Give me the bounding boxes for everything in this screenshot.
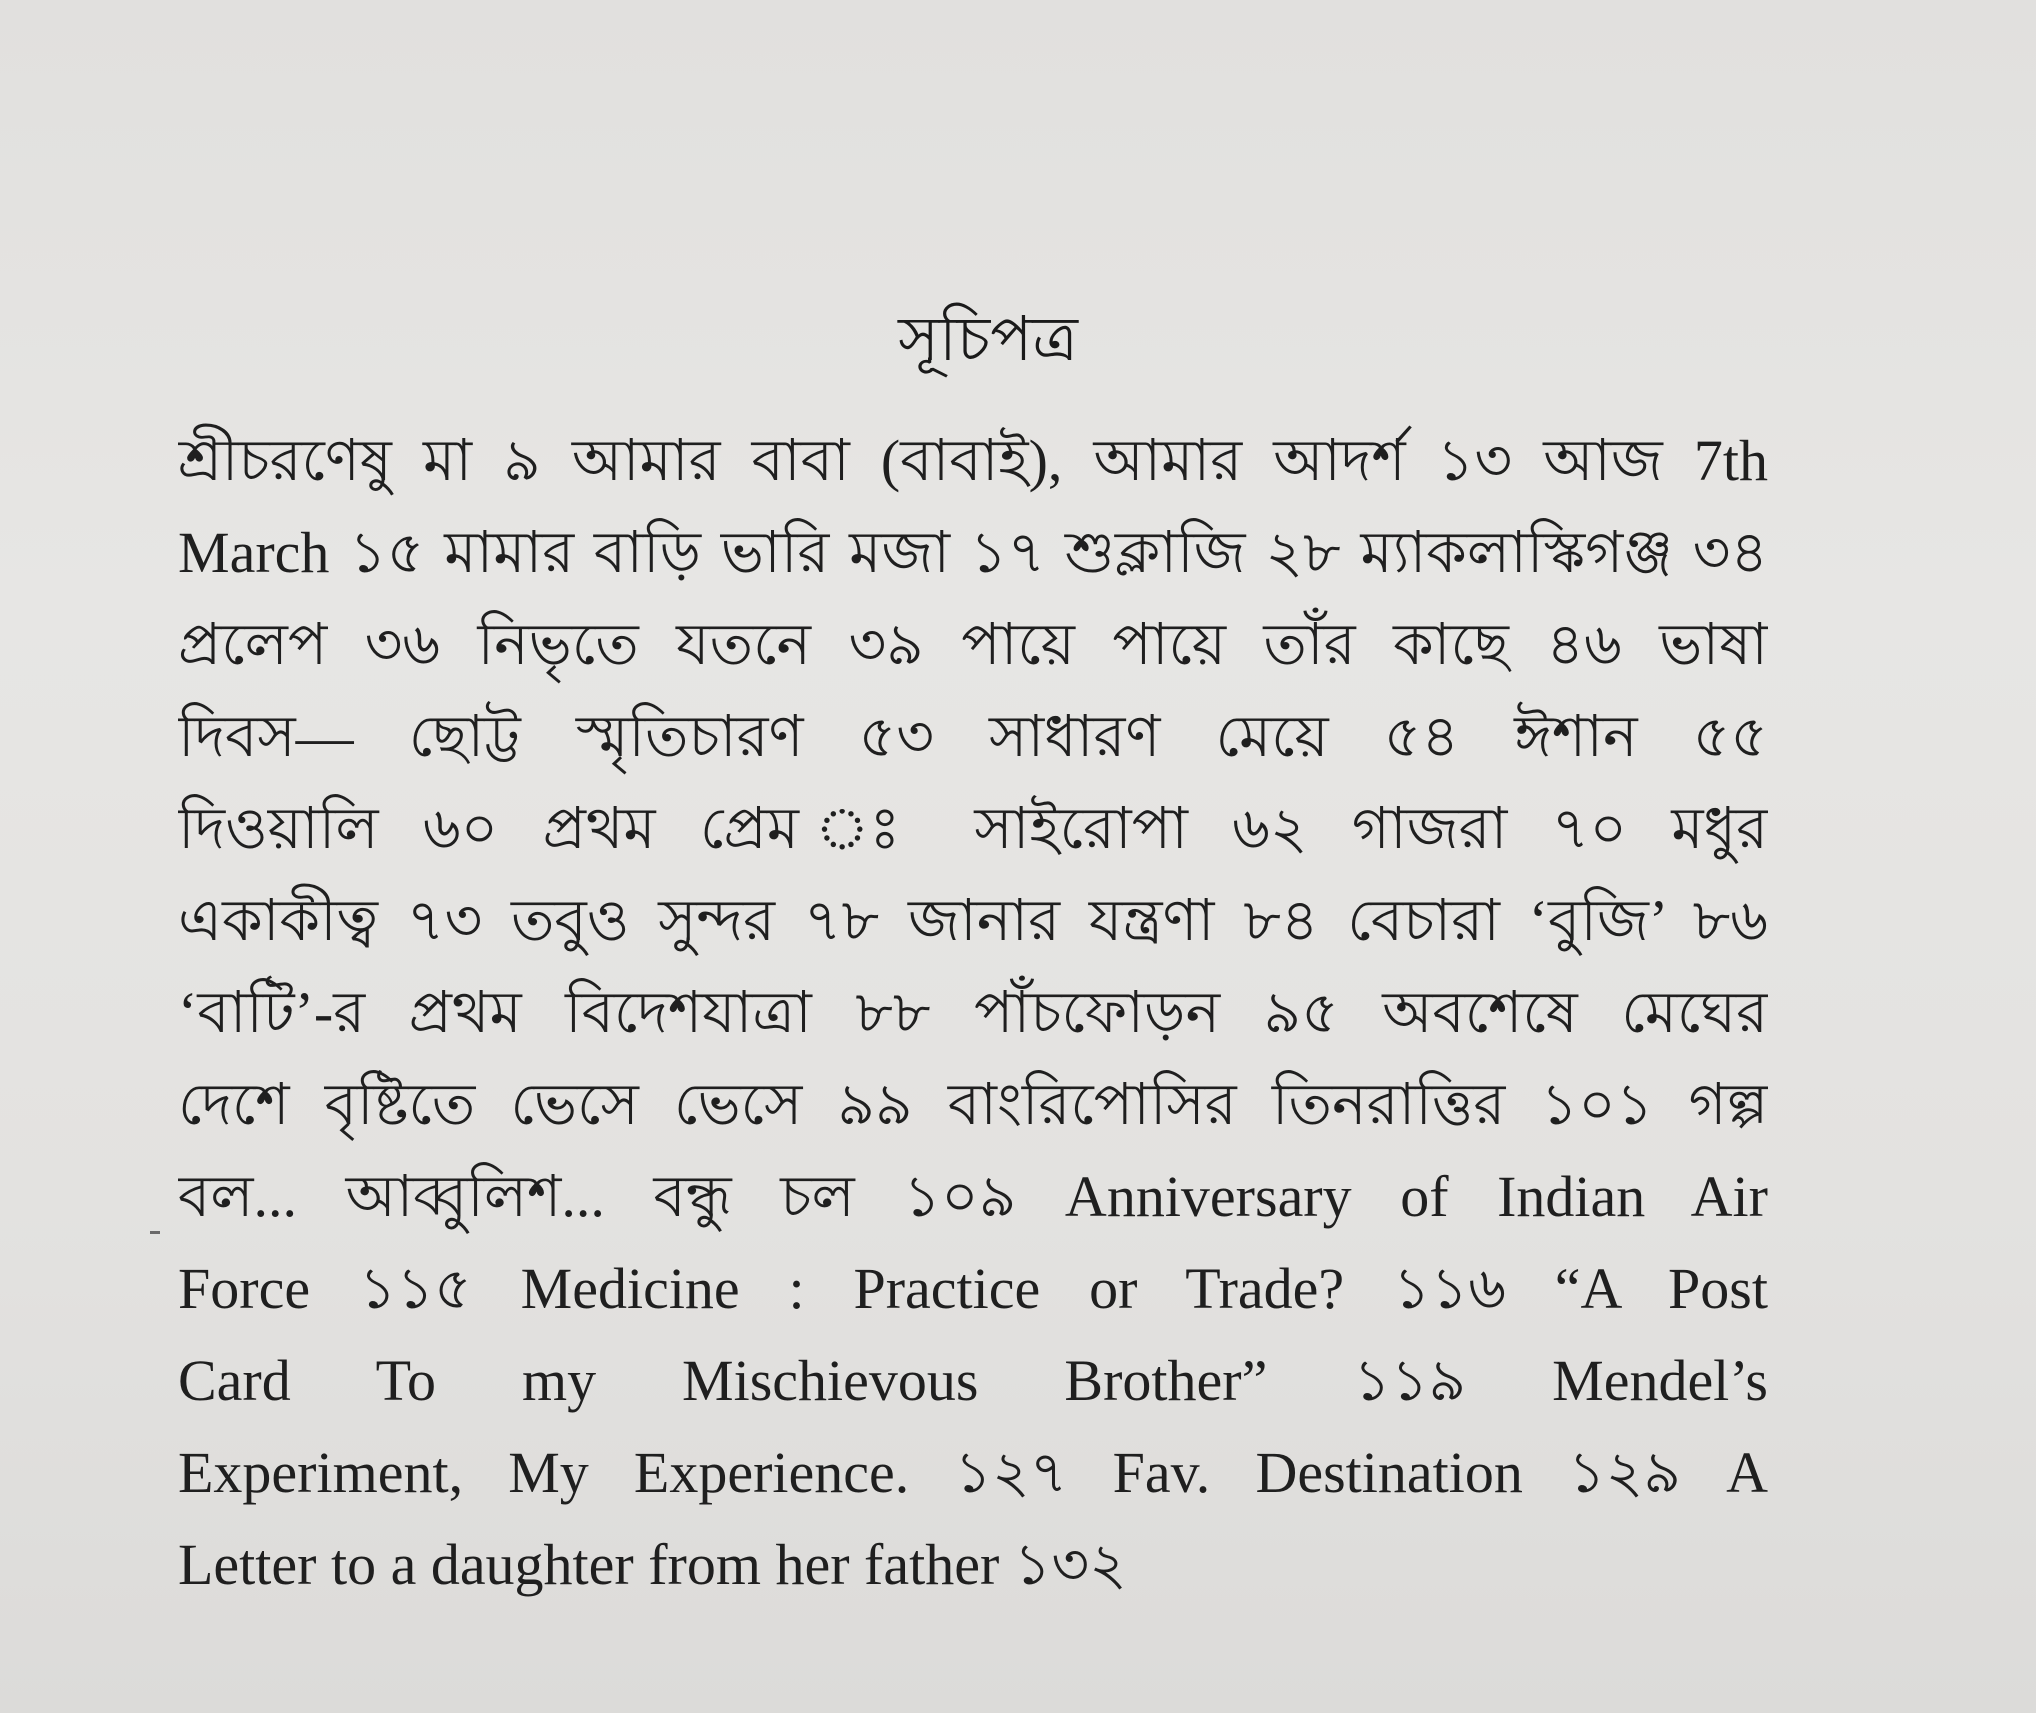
contents-heading: সূচিপত্র <box>898 306 1078 374</box>
contents-line: দিওয়ালি ৬০ প্রথম প্রেম ঃ সাইরোপা ৬২ গাজরা ৭০ মধুর <box>178 796 1768 861</box>
contents-line: Force ১১৫ Medicine : Practice or Trade? ১১৬ “A Post <box>178 1256 1768 1321</box>
margin-dash <box>150 1231 160 1234</box>
contents-line: Card To my Mischievous Brother” ১১৯ Mendel’s <box>178 1348 1768 1413</box>
contents-line: দিবস— ছোট্ট স্মৃতিচারণ ৫৩ সাধারণ মেয়ে ৫৪ ঈশান ৫৫ <box>178 704 1768 769</box>
contents-line: Experiment, My Experience. ১২৭ Fav. Destination ১২৯ A <box>178 1440 1768 1505</box>
contents-line: ‘বাটি’-র প্রথম বিদেশযাত্রা ৮৮ পাঁচফোড়ন ৯৫ অবশেষে মেঘের <box>178 980 1768 1045</box>
contents-line: প্রলেপ ৩৬ নিভৃতে যতনে ৩৯ পায়ে পায়ে তাঁর কাছে ৪৬ ভাষা <box>178 612 1768 677</box>
contents-line: March ১৫ মামার বাড়ি ভারি মজা ১৭ শুক্লাজি ২৮ ম্যাকলাস্কিগঞ্জ ৩৪ <box>178 520 1768 585</box>
contents-line: Letter to a daughter from her father ১৩২ <box>178 1532 1127 1597</box>
contents-list <box>178 415 1768 1611</box>
contents-line: দেশে বৃষ্টিতে ভেসে ভেসে ৯৯ বাংরিপোসির তিনরাত্তির ১০১ গল্প <box>178 1072 1768 1137</box>
contents-line: একাকীত্ব ৭৩ তবুও সুন্দর ৭৮ জানার যন্ত্রণা ৮৪ বেচারা ‘বুজি’ ৮৬ <box>178 888 1768 953</box>
contents-line: বল... আব্বুলিশ... বন্ধু চল ১০৯ Anniversary of Indian Air <box>178 1164 1768 1229</box>
contents-line: শ্রীচরণেষু মা ৯ আমার বাবা (বাবাই), আমার আদর্শ ১৩ আজ 7th <box>178 428 1768 493</box>
